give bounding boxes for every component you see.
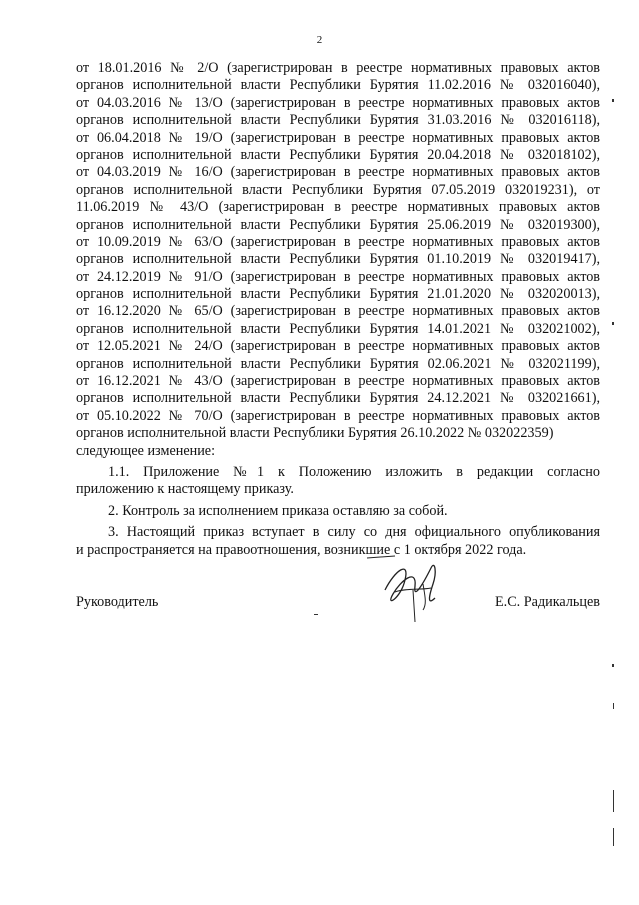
text-line: 11.06.2019 № 43/О (зарегистрирован в реестре нормативных правовых актов bbox=[76, 199, 600, 216]
text-line: органов исполнительной власти Республики Бурятия 01.10.2019 № 032019417), bbox=[76, 251, 600, 268]
text-line: органов исполнительной власти Республики Бурятия 31.03.2016 № 032016118), bbox=[76, 112, 600, 129]
text-line: от 16.12.2021 № 43/О (зарегистрирован в реестре нормативных правовых актов bbox=[76, 373, 600, 390]
item-1-1 bbox=[76, 464, 600, 499]
text-line: органов исполнительной власти Республики Бурятия 24.12.2021 № 032021661), bbox=[76, 390, 600, 407]
handwritten-signature bbox=[365, 550, 465, 630]
item-3 bbox=[76, 524, 600, 559]
text-line: органов исполнительной власти Республики Бурятия 20.04.2018 № 032018102), bbox=[76, 146, 600, 163]
scan-artifact bbox=[613, 703, 614, 709]
text-line: от 10.09.2019 № 63/О (зарегистрирован в реестре нормативных правовых актов bbox=[76, 233, 600, 250]
text-line: от 12.05.2021 № 24/О (зарегистрирован в реестре нормативных правовых актов bbox=[76, 338, 600, 355]
text-line: 3. Настоящий приказ вступает в силу со дня официального опубликования bbox=[108, 524, 600, 541]
text-line: органов исполнительной власти Республики Бурятия 07.05.2019 032019231), от bbox=[76, 181, 600, 198]
scan-artifact bbox=[314, 614, 318, 615]
text-line: от 18.01.2016 № 2/О (зарегистрирован в реестре нормативных правовых актов bbox=[76, 60, 600, 76]
text-line: от 04.03.2016 № 13/О (зарегистрирован в реестре нормативных правовых актов bbox=[76, 94, 600, 111]
signer-position: Руководитель bbox=[76, 594, 159, 610]
text-line: от 04.03.2019 № 16/О (зарегистрирован в реестре нормативных правовых актов bbox=[76, 164, 600, 181]
scan-artifact bbox=[612, 664, 614, 667]
text-line: 2. Контроль за исполнением приказа оставляю за собой. bbox=[108, 502, 448, 519]
page-number: 2 bbox=[316, 34, 323, 46]
text-line: от 16.12.2020 № 65/О (зарегистрирован в реестре нормативных правовых актов bbox=[76, 303, 600, 320]
text-line: органов исполнительной власти Республики Бурятия 25.06.2019 № 032019300), bbox=[76, 216, 600, 233]
text-line: и распространяется на правоотношения, возникшие с 1 октября 2022 года. bbox=[76, 541, 527, 558]
scan-artifact bbox=[612, 99, 614, 102]
text-line: приложению к настоящему приказу. bbox=[76, 481, 294, 498]
text-line: органов исполнительной власти Республики Бурятия 21.01.2020 № 032020013), bbox=[76, 286, 600, 303]
text-line: 1.1. Приложение №1 к Положению изложить в редакции согласно bbox=[108, 463, 600, 480]
text-line: от 05.10.2022 № 70/О (зарегистрирован в реестре нормативных правовых актов bbox=[76, 407, 600, 424]
text-line: органов исполнительной власти Республики Бурятия 14.01.2021 № 032021002), bbox=[76, 320, 600, 337]
scan-artifact bbox=[612, 322, 614, 325]
text-line: от 06.04.2018 № 19/О (зарегистрирован в реестре нормативных правовых актов bbox=[76, 129, 600, 146]
text-line: органов исполнительной власти Республики Бурятия 26.10.2022 № 032022359) bbox=[76, 425, 554, 442]
item-2 bbox=[76, 503, 600, 520]
text-line: от 24.12.2019 № 91/О (зарегистрирован в реестре нормативных правовых актов bbox=[76, 268, 600, 285]
signer-name: Е.С. Радикальцев bbox=[494, 594, 600, 610]
scan-artifact bbox=[613, 828, 614, 846]
text-line: органов исполнительной власти Республики Бурятия 11.02.2016 № 032016040), bbox=[76, 77, 600, 94]
text-line: следующее изменение: bbox=[76, 442, 216, 459]
order-text bbox=[76, 60, 600, 559]
signature-block bbox=[76, 594, 600, 614]
text-line: органов исполнительной власти Республики Бурятия 02.06.2021 № 032021199), bbox=[76, 355, 600, 372]
scan-artifact bbox=[613, 790, 614, 812]
